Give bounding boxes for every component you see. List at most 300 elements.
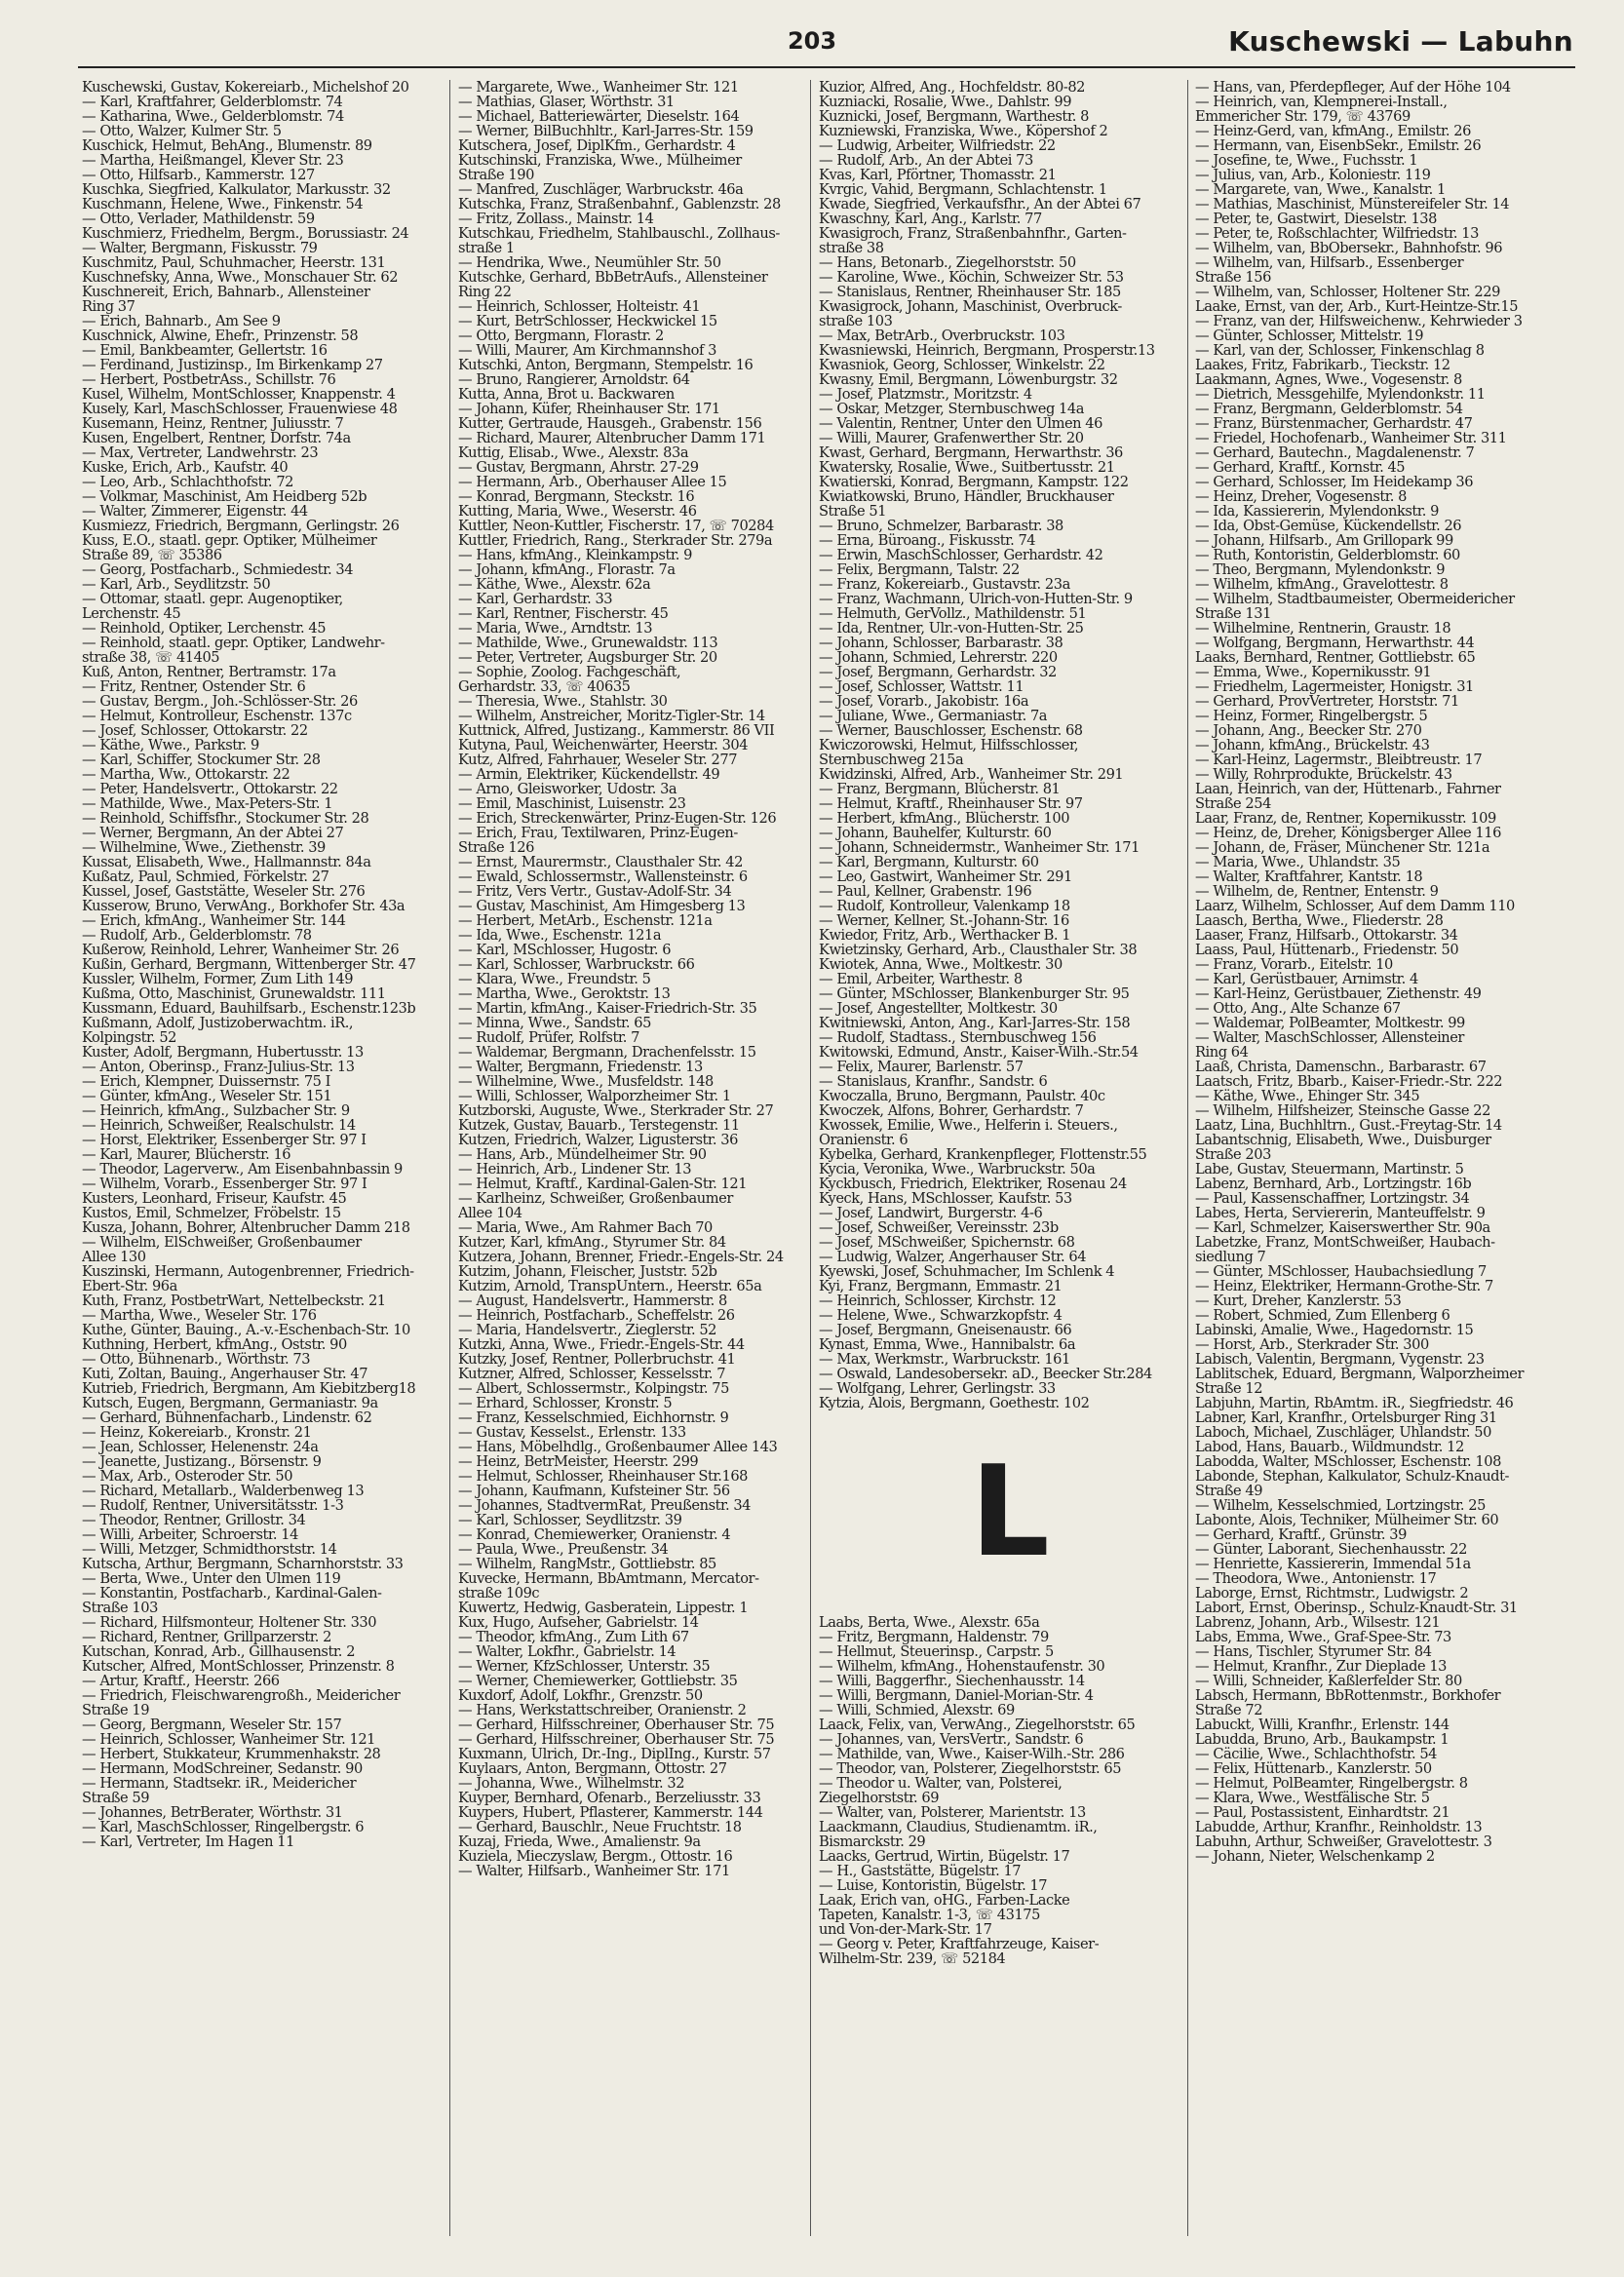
directory-entry: Kutzner, Alfred, Schlosser, Kesselsstr. 7 bbox=[458, 1367, 726, 1381]
directory-entry: Gerhardstr. 33, ☏ 40635 bbox=[458, 679, 631, 694]
directory-entry: — Friedrich, Fleischwarengroßh., Meidericher bbox=[82, 1688, 401, 1703]
directory-entry: Kuschnefsky, Anna, Wwe., Monschauer Str. 62 bbox=[82, 270, 399, 285]
directory-entry: Ring 22 bbox=[458, 285, 512, 299]
directory-entry: Kutter, Gertraude, Hausgeh., Grabenstr. 156 bbox=[458, 416, 762, 431]
directory-entry: Kuttig, Elisab., Wwe., Alexstr. 83a bbox=[458, 445, 689, 460]
directory-entry: — Karoline, Wwe., Köchin, Schweizer Str. 53 bbox=[819, 270, 1124, 285]
directory-entry: — Hans, kfmAng., Kleinkampstr. 9 bbox=[458, 548, 692, 562]
directory-entry: Kuxdorf, Adolf, Lokfhr., Grenzstr. 50 bbox=[458, 1688, 703, 1703]
directory-entry: Labuhn, Arthur, Schweißer, Gravelottestr. 3 bbox=[1195, 1834, 1492, 1849]
directory-entry: — Stanislaus, Rentner, Rheinhauser Str. 185 bbox=[819, 285, 1121, 299]
directory-entry: — Karl, Kraftfahrer, Gelderblomstr. 74 bbox=[82, 95, 343, 109]
directory-entry: — Konrad, Bergmann, Steckstr. 16 bbox=[458, 489, 695, 504]
directory-entry: — Wilhelm, van, BbObersekr., Bahnhofstr. 96 bbox=[1195, 241, 1503, 255]
directory-entry: Straße 203 bbox=[1195, 1147, 1271, 1162]
directory-entry: — Ferdinand, Justizinsp., Im Birkenkamp 27 bbox=[82, 358, 383, 372]
directory-entry: Kutzki, Anna, Wwe., Friedr.-Engels-Str. 44 bbox=[458, 1337, 745, 1352]
directory-entry: — Maria, Handelsvertr., Zieglerstr. 52 bbox=[458, 1323, 717, 1337]
running-head: Kuschewski — Labuhn bbox=[1228, 25, 1573, 58]
directory-entry: Kußatz, Paul, Schmied, Förkelstr. 27 bbox=[82, 869, 329, 884]
directory-entry: — Klara, Wwe., Westfälische Str. 5 bbox=[1195, 1791, 1430, 1805]
directory-entry: Kutschan, Konrad, Arb., Gillhausenstr. 2 bbox=[82, 1644, 356, 1659]
directory-entry: Kuvecke, Hermann, BbAmtmann, Mercator- bbox=[458, 1571, 759, 1586]
directory-entry: — Wilhelm, Kesselschmied, Lortzingstr. 25 bbox=[1195, 1498, 1486, 1513]
directory-entry: — Josef, Schweißer, Vereinsstr. 23b bbox=[819, 1220, 1059, 1235]
directory-entry: — Ernst, Maurermstr., Clausthaler Str. 42 bbox=[458, 855, 743, 869]
directory-entry: Labner, Karl, Kranfhr., Ortelsburger Ring 31 bbox=[1195, 1410, 1497, 1425]
directory-entry: — Johann, Kaufmann, Kufsteiner Str. 56 bbox=[458, 1484, 730, 1498]
directory-entry: — Willi, Bergmann, Daniel-Morian-Str. 4 bbox=[819, 1688, 1094, 1703]
directory-entry: — Michael, Batteriewärter, Dieselstr. 164 bbox=[458, 109, 740, 124]
directory-entry: Kwaschny, Karl, Ang., Karlstr. 77 bbox=[819, 212, 1042, 226]
directory-entry: Sternbuschweg 215a bbox=[819, 753, 964, 767]
directory-entry: — Horst, Arb., Sterkrader Str. 300 bbox=[1195, 1337, 1429, 1352]
directory-entry: — Stanislaus, Kranfhr., Sandstr. 6 bbox=[819, 1074, 1048, 1089]
directory-entry: — Karl, Arb., Seydlitzstr. 50 bbox=[82, 577, 271, 592]
directory-entry: — Heinz, Kokereiarb., Kronstr. 21 bbox=[82, 1425, 312, 1440]
directory-entry: Kuschewski, Gustav, Kokereiarb., Michelshof 20 bbox=[82, 80, 409, 95]
directory-entry: — Johannes, van, VersVertr., Sandstr. 6 bbox=[819, 1732, 1084, 1747]
directory-entry: Kutrieb, Friedrich, Bergmann, Am Kiebitzberg18 bbox=[82, 1381, 416, 1396]
directory-entry: Labrenz, Johann, Arb., Wilsestr. 121 bbox=[1195, 1615, 1441, 1630]
directory-entry: — Otto, Verlader, Mathildenstr. 59 bbox=[82, 212, 315, 226]
directory-entry: Kuss, E.O., staatl. gepr. Optiker, Mülheimer bbox=[82, 533, 377, 548]
directory-entry: — Volkmar, Maschinist, Am Heidberg 52b bbox=[82, 489, 367, 504]
directory-entry: — Walter, van, Polsterer, Marientstr. 13 bbox=[819, 1805, 1086, 1820]
directory-entry: Kuzniewski, Franziska, Wwe., Köpershof 2 bbox=[819, 124, 1108, 138]
directory-entry: — Gerhard, Kraftf., Kornstr. 45 bbox=[1195, 460, 1406, 475]
directory-entry: — Heinrich, Arb., Lindener Str. 13 bbox=[458, 1162, 692, 1177]
directory-entry: — Josef, MSchweißer, Spichernstr. 68 bbox=[819, 1235, 1075, 1250]
directory-entry: — Margarete, van, Wwe., Kanalstr. 1 bbox=[1195, 182, 1446, 197]
directory-entry: Kuster, Adolf, Bergmann, Hubertusstr. 13 bbox=[82, 1045, 364, 1060]
directory-entry: — Franz, Kesselschmied, Eichhornstr. 9 bbox=[458, 1410, 729, 1425]
directory-entry: Kwast, Gerhard, Bergmann, Herwarthstr. 36 bbox=[819, 445, 1123, 460]
directory-entry: — Heinz, BetrMeister, Heerstr. 299 bbox=[458, 1454, 699, 1469]
directory-entry: — Karl, van der, Schlosser, Finkenschlag 8 bbox=[1195, 343, 1485, 358]
directory-entry: Laatz, Lina, Buchhltrn., Gust.-Freytag-Str. 14 bbox=[1195, 1118, 1502, 1133]
directory-entry: — Paula, Wwe., Preußenstr. 34 bbox=[458, 1542, 669, 1557]
directory-entry: Straße 89, ☏ 35386 bbox=[82, 548, 222, 562]
directory-entry: — Georg, Postfacharb., Schmiedestr. 34 bbox=[82, 562, 354, 577]
directory-entry: — Willi, Schlosser, Walporzheimer Str. 1 bbox=[458, 1089, 731, 1103]
directory-entry: — Paul, Kassenschaffner, Lortzingstr. 34 bbox=[1195, 1191, 1470, 1206]
directory-entry: — Waldemar, Bergmann, Drachenfelsstr. 15 bbox=[458, 1045, 756, 1060]
directory-entry: — Margarete, Wwe., Wanheimer Str. 121 bbox=[458, 80, 739, 95]
directory-entry: — Helene, Wwe., Schwarzkopfstr. 4 bbox=[819, 1308, 1063, 1323]
directory-entry: — Karl-Heinz, Gerüstbauer, Ziethenstr. 49 bbox=[1195, 986, 1482, 1001]
directory-entry: Straße 49 bbox=[1195, 1484, 1263, 1498]
directory-entry: Kuth, Franz, PostbetrWart, Nettelbeckstr. 21 bbox=[82, 1293, 386, 1308]
directory-entry: — Karl, Gerüstbauer, Arnimstr. 4 bbox=[1195, 972, 1418, 986]
directory-entry: — Otto, Ang., Alte Schanze 67 bbox=[1195, 1001, 1401, 1016]
directory-entry: — Willi, Baggerfhr., Siechenhausstr. 14 bbox=[819, 1674, 1085, 1688]
directory-entry: — Klara, Wwe., Freundstr. 5 bbox=[458, 972, 651, 986]
directory-entry: — Rudolf, Rentner, Universitätsstr. 1-3 bbox=[82, 1498, 344, 1513]
directory-entry: Kvas, Karl, Pförtner, Thomasstr. 21 bbox=[819, 168, 1057, 182]
directory-entry: — Otto, Bühnenarb., Wörthstr. 73 bbox=[82, 1352, 311, 1367]
directory-entry: — Anton, Oberinsp., Franz-Julius-Str. 13 bbox=[82, 1060, 355, 1074]
directory-entry: — Fritz, Rentner, Ostender Str. 6 bbox=[82, 679, 306, 694]
directory-entry: — Heinrich, Schlosser, Kirchstr. 12 bbox=[819, 1293, 1057, 1308]
directory-entry: Kussel, Josef, Gaststätte, Weseler Str. 276 bbox=[82, 884, 366, 899]
directory-entry: — Fritz, Vers Vertr., Gustav-Adolf-Str. 34 bbox=[458, 884, 732, 899]
directory-entry: — Friedhelm, Lagermeister, Honigstr. 31 bbox=[1195, 679, 1474, 694]
directory-entry: Lerchenstr. 45 bbox=[82, 606, 181, 621]
directory-entry: — Johann, Schneidermstr., Wanheimer Str. 171 bbox=[819, 840, 1140, 855]
directory-entry: — Reinhold, staatl. gepr. Optiker, Landwehr- bbox=[82, 636, 385, 650]
directory-entry: Kutscher, Alfred, MontSchlosser, Prinzenstr. 8 bbox=[82, 1659, 395, 1674]
directory-entry: — Mathias, Maschinist, Münstereifeler Str. 14 bbox=[1195, 197, 1510, 212]
directory-entry: Kvrgic, Vahid, Bergmann, Schlachtenstr. 1 bbox=[819, 182, 1107, 197]
directory-entry: Labenz, Bernhard, Arb., Lortzingstr. 16b bbox=[1195, 1177, 1472, 1191]
directory-entry: — Helmut, Kraftf., Kardinal-Galen-Str. 121 bbox=[458, 1177, 748, 1191]
directory-entry: — Richard, Maurer, Altenbrucher Damm 171 bbox=[458, 431, 766, 445]
directory-entry: — Mathias, Glaser, Wörthstr. 31 bbox=[458, 95, 675, 109]
directory-entry: — Wilhelm, Stadtbaumeister, Obermeidericher bbox=[1195, 592, 1515, 606]
directory-entry: — Arno, Gleisworker, Udostr. 3a bbox=[458, 782, 677, 796]
directory-entry: — Emma, Wwe., Kopernikusstr. 91 bbox=[1195, 665, 1432, 679]
directory-entry: — Kurt, BetrSchlosser, Heckwickel 15 bbox=[458, 314, 717, 328]
directory-entry: — Maria, Wwe., Arndtstr. 13 bbox=[458, 621, 653, 636]
directory-entry: Kuzior, Alfred, Ang., Hochfeldstr. 80-82 bbox=[819, 80, 1086, 95]
directory-entry: — Gerhard, Bühnenfacharb., Lindenstr. 62 bbox=[82, 1410, 372, 1425]
directory-entry: Kwasniewski, Heinrich, Bergmann, Prosperstr.13 bbox=[819, 343, 1155, 358]
directory-entry: Laass, Paul, Hüttenarb., Friedenstr. 50 bbox=[1195, 943, 1459, 957]
directory-entry: straße 38, ☏ 41405 bbox=[82, 650, 220, 665]
directory-entry: — Wilhelm, RangMstr., Gottliebstr. 85 bbox=[458, 1557, 716, 1571]
directory-entry: — Willy, Rohrprodukte, Brückelstr. 43 bbox=[1195, 767, 1452, 782]
directory-entry: — Robert, Schmied, Zum Ellenberg 6 bbox=[1195, 1308, 1450, 1323]
directory-entry: — Herbert, Stukkateur, Krummenhakstr. 28 bbox=[82, 1747, 381, 1761]
directory-entry: Allee 130 bbox=[82, 1250, 146, 1264]
directory-entry: — Franz, Bergmann, Blücherstr. 81 bbox=[819, 782, 1061, 796]
directory-entry: Laarz, Wilhelm, Schlosser, Auf dem Damm 110 bbox=[1195, 899, 1515, 913]
directory-entry: — Herbert, kfmAng., Blücherstr. 100 bbox=[819, 811, 1070, 826]
directory-entry: — Wolfgang, Lehrer, Gerlingstr. 33 bbox=[819, 1381, 1056, 1396]
directory-entry: Labonte, Alois, Techniker, Mülheimer Str. 60 bbox=[1195, 1513, 1499, 1527]
directory-entry: Kycia, Veronika, Wwe., Warbruckstr. 50a bbox=[819, 1162, 1096, 1177]
directory-entry: Lablitschek, Eduard, Bergmann, Walporzheimer bbox=[1195, 1367, 1524, 1381]
directory-entry: — Sophie, Zoolog. Fachgeschäft, bbox=[458, 665, 681, 679]
directory-entry: — Friedel, Hochofenarb., Wanheimer Str. 311 bbox=[1195, 431, 1507, 445]
directory-entry: — Heinz, Elektriker, Hermann-Grothe-Str. 7 bbox=[1195, 1279, 1493, 1293]
directory-entry: — Otto, Bergmann, Florastr. 2 bbox=[458, 328, 664, 343]
directory-entry: Kußerow, Reinhold, Lehrer, Wanheimer Str. 26 bbox=[82, 943, 400, 957]
directory-entry: — Willi, Schneider, Kaßlerfelder Str. 80 bbox=[1195, 1674, 1462, 1688]
directory-entry: — Armin, Elektriker, Kückendellstr. 49 bbox=[458, 767, 720, 782]
directory-entry: Kuypers, Hubert, Pflasterer, Kammerstr. 144 bbox=[458, 1805, 763, 1820]
directory-entry: — Kurt, Dreher, Kanzlerstr. 53 bbox=[1195, 1293, 1402, 1308]
directory-entry: — Ida, Wwe., Eschenstr. 121a bbox=[458, 928, 662, 943]
directory-entry: Kutschke, Gerhard, BbBetrAufs., Allensteiner bbox=[458, 270, 768, 285]
directory-entry: — Rudolf, Prüfer, Rolfstr. 7 bbox=[458, 1030, 639, 1045]
directory-entry: — Hermann, Arb., Oberhauser Allee 15 bbox=[458, 475, 727, 489]
directory-entry: — Franz, Bergmann, Gelderblomstr. 54 bbox=[1195, 402, 1463, 416]
directory-entry: Ring 64 bbox=[1195, 1045, 1249, 1060]
directory-entry: — Walter, Bergmann, Friedenstr. 13 bbox=[458, 1060, 703, 1074]
directory-entry: — Wilhelm, kfmAng., Gravelottestr. 8 bbox=[1195, 577, 1449, 592]
directory-entry: Kuszinski, Hermann, Autogenbrenner, Friedrich- bbox=[82, 1264, 414, 1279]
directory-entry: Labsch, Hermann, BbRottenmstr., Borkhofer bbox=[1195, 1688, 1501, 1703]
directory-entry: — Fritz, Zollass., Mainstr. 14 bbox=[458, 212, 654, 226]
directory-entry: Laaß, Christa, Damenschn., Barbarastr. 67 bbox=[1195, 1060, 1487, 1074]
header-rule bbox=[78, 66, 1575, 68]
directory-entry: Kuske, Erich, Arb., Kaufstr. 40 bbox=[82, 460, 289, 475]
directory-entry: Kusen, Engelbert, Rentner, Dorfstr. 74a bbox=[82, 431, 351, 445]
directory-entry: — Felix, Maurer, Barlenstr. 57 bbox=[819, 1060, 1024, 1074]
directory-entry: Kuschmann, Helene, Wwe., Finkenstr. 54 bbox=[82, 197, 364, 212]
directory-entry: Straße 254 bbox=[1195, 796, 1271, 811]
directory-entry: Kwietzinsky, Gerhard, Arb., Clausthaler Str. 38 bbox=[819, 943, 1138, 957]
directory-entry: Straße 72 bbox=[1195, 1703, 1263, 1717]
directory-entry: Laak, Erich van, oHG., Farben-Lacke bbox=[819, 1893, 1070, 1908]
directory-entry: Labes, Herta, Serviererin, Manteuffelstr. 9 bbox=[1195, 1206, 1486, 1220]
directory-entry: — Willi, Metzger, Schmidthorststr. 14 bbox=[82, 1542, 337, 1557]
directory-entry: — Josef, Landwirt, Burgerstr. 4-6 bbox=[819, 1206, 1043, 1220]
directory-entry: — Wilhelmine, Wwe., Musfeldstr. 148 bbox=[458, 1074, 714, 1089]
directory-entry: — Werner, Bergmann, An der Abtei 27 bbox=[82, 826, 344, 840]
directory-entry: — Gerhard, Schlosser, Im Heidekamp 36 bbox=[1195, 475, 1474, 489]
directory-entry: straße 103 bbox=[819, 314, 893, 328]
column-3 bbox=[819, 80, 1201, 2234]
directory-entry: — Karl, Bergmann, Kulturstr. 60 bbox=[819, 855, 1039, 869]
directory-entry: — Heinz, Dreher, Vogesenstr. 8 bbox=[1195, 489, 1407, 504]
directory-entry: Kwasniok, Georg, Schlosser, Winkelstr. 22 bbox=[819, 358, 1105, 372]
directory-entry: Kwiczorowski, Helmut, Hilfsschlosser, bbox=[819, 738, 1079, 753]
directory-entry: — Max, Arb., Osteroder Str. 50 bbox=[82, 1469, 293, 1484]
directory-entry: — Josef, Angestellter, Moltkestr. 30 bbox=[819, 1001, 1058, 1016]
directory-entry: — Minna, Wwe., Sandstr. 65 bbox=[458, 1016, 651, 1030]
directory-entry: Labisch, Valentin, Bergmann, Vygenstr. 23 bbox=[1195, 1352, 1485, 1367]
directory-entry: Kwasigrock, Johann, Maschinist, Overbruck- bbox=[819, 299, 1122, 314]
directory-entry: Kußma, Otto, Maschinist, Grunewaldstr. 111 bbox=[82, 986, 386, 1001]
directory-entry: Tapeten, Kanalstr. 1-3, ☏ 43175 bbox=[819, 1908, 1040, 1922]
directory-entry: — Ida, Obst-Gemüse, Kückendellstr. 26 bbox=[1195, 519, 1462, 533]
directory-entry: — Johann, Bauhelfer, Kulturstr. 60 bbox=[819, 826, 1052, 840]
directory-entry: — Erich, Frau, Textilwaren, Prinz-Eugen- bbox=[458, 826, 738, 840]
directory-entry: — Konrad, Chemiewerker, Oranienstr. 4 bbox=[458, 1527, 731, 1542]
directory-entry: — Hellmut, Steuerinsp., Carpstr. 5 bbox=[819, 1644, 1054, 1659]
directory-entry: Kwiatkowski, Bruno, Händler, Bruckhauser bbox=[819, 489, 1114, 504]
directory-entry: — Luise, Kontoristin, Bügelstr. 17 bbox=[819, 1878, 1048, 1893]
directory-entry: — Hans, Arb., Mündelheimer Str. 90 bbox=[458, 1147, 707, 1162]
directory-entry: Labe, Gustav, Steuermann, Martinstr. 5 bbox=[1195, 1162, 1464, 1177]
directory-entry: und Von-der-Mark-Str. 17 bbox=[819, 1922, 992, 1937]
directory-entry: Kuß, Anton, Rentner, Bertramstr. 17a bbox=[82, 665, 336, 679]
directory-entry: — Ludwig, Walzer, Angerhauser Str. 64 bbox=[819, 1250, 1087, 1264]
directory-entry: — Reinhold, Schiffsfhr., Stockumer Str. 28 bbox=[82, 811, 369, 826]
directory-entry: Kwiotek, Anna, Wwe., Moltkestr. 30 bbox=[819, 957, 1063, 972]
directory-entry: Kwoczalla, Bruno, Bergmann, Paulstr. 40c bbox=[819, 1089, 1105, 1103]
directory-entry: — Emil, Maschinist, Luisenstr. 23 bbox=[458, 796, 686, 811]
directory-entry: Labantschnig, Elisabeth, Wwe., Duisburger bbox=[1195, 1133, 1491, 1147]
directory-entry: Kutzek, Gustav, Bauarb., Terstegenstr. 11 bbox=[458, 1118, 740, 1133]
directory-entry: — Erna, Büroang., Fiskusstr. 74 bbox=[819, 533, 1036, 548]
directory-entry: Labetzke, Franz, MontSchweißer, Haubach- bbox=[1195, 1235, 1495, 1250]
directory-entry: — Karl, Vertreter, Im Hagen 11 bbox=[82, 1834, 294, 1849]
directory-entry: — Erich, Bahnarb., Am See 9 bbox=[82, 314, 281, 328]
directory-entry: — Ewald, Schlossermstr., Wallensteinstr. 6 bbox=[458, 869, 748, 884]
directory-entry: Kutscha, Arthur, Bergmann, Scharnhorststr. 33 bbox=[82, 1557, 404, 1571]
directory-entry: Kutzim, Johann, Fleischer, Juststr. 52b bbox=[458, 1264, 717, 1279]
directory-entry: Kußin, Gerhard, Bergmann, Wittenberger Str. 47 bbox=[82, 957, 416, 972]
directory-entry: Kuzaj, Frieda, Wwe., Amalienstr. 9a bbox=[458, 1834, 701, 1849]
directory-entry: — Wilhelmine, Rentnerin, Graustr. 18 bbox=[1195, 621, 1451, 636]
directory-entry: — Helmut, Schlosser, Rheinhauser Str.168 bbox=[458, 1469, 748, 1484]
directory-entry: Ebert-Str. 96a bbox=[82, 1279, 177, 1293]
directory-entry: — Willi, Maurer, Grafenwerther Str. 20 bbox=[819, 431, 1084, 445]
directory-entry: Laakes, Fritz, Fabrikarb., Tieckstr. 12 bbox=[1195, 358, 1450, 372]
directory-entry: — Ruth, Kontoristin, Gelderblomstr. 60 bbox=[1195, 548, 1460, 562]
directory-entry: Kuttnick, Alfred, Justizang., Kammerstr. 86 VII bbox=[458, 723, 775, 738]
directory-entry: Kusel, Wilhelm, MontSchlosser, Knappenstr. 4 bbox=[82, 387, 396, 402]
directory-entry: — Gerhard, Hilfsschreiner, Oberhauser Str. 75 bbox=[458, 1732, 775, 1747]
directory-entry: — Willi, Arbeiter, Schroerstr. 14 bbox=[82, 1527, 298, 1542]
column-3-entries-after bbox=[819, 1615, 1201, 1966]
directory-entry: — Theodor, Lagerverw., Am Eisenbahnbassin 9 bbox=[82, 1162, 403, 1177]
directory-entry: Kutyna, Paul, Weichenwärter, Heerstr. 304 bbox=[458, 738, 749, 753]
directory-entry: Kwiedor, Fritz, Arb., Werthacker B. 1 bbox=[819, 928, 1071, 943]
directory-entry: Laabs, Berta, Wwe., Alexstr. 65a bbox=[819, 1615, 1040, 1630]
directory-entry: — Wilhelm, Anstreicher, Moritz-Tigler-Str. 14 bbox=[458, 709, 765, 723]
directory-entry: — Felix, Hüttenarb., Kanzlerstr. 50 bbox=[1195, 1761, 1432, 1776]
directory-entry: — Hermann, van, EisenbSekr., Emilstr. 26 bbox=[1195, 138, 1482, 153]
directory-entry: Kwatierski, Konrad, Bergmann, Kampstr. 122 bbox=[819, 475, 1129, 489]
directory-entry: — Käthe, Wwe., Alexstr. 62a bbox=[458, 577, 651, 592]
directory-entry: Labudde, Arthur, Kranfhr., Reinholdstr. 13 bbox=[1195, 1820, 1483, 1834]
directory-entry: Kwasigroch, Franz, Straßenbahnfhr., Garten- bbox=[819, 226, 1127, 241]
directory-entry: — Ida, Kassiererin, Mylendonkstr. 9 bbox=[1195, 504, 1439, 519]
directory-entry: Laaser, Franz, Hilfsarb., Ottokarstr. 34 bbox=[1195, 928, 1458, 943]
directory-entry: Kutzky, Josef, Rentner, Pollerbruchstr. 41 bbox=[458, 1352, 736, 1367]
directory-entry: — Theodora, Wwe., Antonienstr. 17 bbox=[1195, 1571, 1437, 1586]
directory-entry: Laasch, Bertha, Wwe., Fliederstr. 28 bbox=[1195, 913, 1444, 928]
directory-entry: Straße 131 bbox=[1195, 606, 1271, 621]
directory-entry: — Theodor, Rentner, Grillostr. 34 bbox=[82, 1513, 306, 1527]
directory-entry: Kußmann, Adolf, Justizoberwachtm. iR., bbox=[82, 1016, 354, 1030]
directory-entry: — Werner, BilBuchhltr., Karl-Jarres-Str. 159 bbox=[458, 124, 754, 138]
directory-entry: Kyi, Franz, Bergmann, Emmastr. 21 bbox=[819, 1279, 1063, 1293]
directory-entry: Kuschmierz, Friedhelm, Bergm., Borussiastr. 24 bbox=[82, 226, 409, 241]
directory-entry: — Katharina, Wwe., Gelderblomstr. 74 bbox=[82, 109, 344, 124]
directory-entry: Laack, Felix, van, VerwAng., Ziegelhorststr. 65 bbox=[819, 1717, 1136, 1732]
directory-entry: straße 38 bbox=[819, 241, 884, 255]
directory-entry: Bismarckstr. 29 bbox=[819, 1834, 926, 1849]
directory-entry: — Wilhelmine, Wwe., Ziethenstr. 39 bbox=[82, 840, 326, 855]
directory-entry: — Peter, Vertreter, Augsburger Str. 20 bbox=[458, 650, 717, 665]
directory-entry: — Theo, Bergmann, Mylendonkstr. 9 bbox=[1195, 562, 1446, 577]
directory-entry: Kusserow, Bruno, VerwAng., Borkhofer Str. 43a bbox=[82, 899, 406, 913]
directory-entry: — Johann, kfmAng., Florastr. 7a bbox=[458, 562, 676, 577]
directory-entry: — Günter, MSchlosser, Blankenburger Str. 95 bbox=[819, 986, 1130, 1001]
directory-entry: — Heinrich, Schweißer, Realschulstr. 14 bbox=[82, 1118, 356, 1133]
section-letter: L bbox=[970, 1440, 1050, 1585]
directory-entry: — Karl, Schiffer, Stockumer Str. 28 bbox=[82, 753, 321, 767]
directory-entry: Laboch, Michael, Zuschläger, Uhlandstr. 50 bbox=[1195, 1425, 1491, 1440]
directory-entry: — Helmut, PolBeamter, Ringelbergstr. 8 bbox=[1195, 1776, 1468, 1791]
directory-entry: — Emil, Bankbeamter, Gellertstr. 16 bbox=[82, 343, 328, 358]
directory-entry: Straße 156 bbox=[1195, 270, 1271, 285]
directory-entry: Straße 12 bbox=[1195, 1381, 1263, 1396]
directory-entry: — Ottomar, staatl. gepr. Augenoptiker, bbox=[82, 592, 343, 606]
directory-entry: Kolpingstr. 52 bbox=[82, 1030, 176, 1045]
directory-entry: — H., Gaststätte, Bügelstr. 17 bbox=[819, 1864, 1022, 1878]
directory-entry: — Bruno, Schmelzer, Barbarastr. 38 bbox=[819, 519, 1063, 533]
directory-entry: Kwoczek, Alfons, Bohrer, Gerhardstr. 7 bbox=[819, 1103, 1084, 1118]
directory-entry: Kwatersky, Rosalie, Wwe., Suitbertusstr. 21 bbox=[819, 460, 1115, 475]
directory-entry: Labuckt, Willi, Kranfhr., Erlenstr. 144 bbox=[1195, 1717, 1450, 1732]
directory-entry: — Max, Werkmstr., Warbruckstr. 161 bbox=[819, 1352, 1070, 1367]
directory-entry: Kwitniewski, Anton, Ang., Karl-Jarres-Str. 158 bbox=[819, 1016, 1131, 1030]
directory-entry: — Martha, Heißmangel, Klever Str. 23 bbox=[82, 153, 344, 168]
directory-entry: Laakmann, Agnes, Wwe., Vogesenstr. 8 bbox=[1195, 372, 1462, 387]
directory-entry: — Johann, Hilfsarb., Am Grillopark 99 bbox=[1195, 533, 1453, 548]
directory-entry: — Wilhelm, de, Rentner, Entenstr. 9 bbox=[1195, 884, 1439, 899]
directory-entry: — Johannes, StadtvermRat, Preußenstr. 34 bbox=[458, 1498, 751, 1513]
directory-entry: — Rudolf, Arb., An der Abtei 73 bbox=[819, 153, 1033, 168]
directory-entry: — Walter, MaschSchlosser, Allensteiner bbox=[1195, 1030, 1464, 1045]
directory-entry: — Hans, Betonarb., Ziegelhorststr. 50 bbox=[819, 255, 1076, 270]
directory-entry: Laake, Ernst, van der, Arb., Kurt-Heintze-Str.15 bbox=[1195, 299, 1519, 314]
directory-entry: — Gerhard, Kraftf., Grünstr. 39 bbox=[1195, 1527, 1407, 1542]
directory-entry: Labodda, Walter, MSchlosser, Eschenstr. 108 bbox=[1195, 1454, 1501, 1469]
directory-entry: — Walter, Zimmerer, Eigenstr. 44 bbox=[82, 504, 308, 519]
directory-entry: — Jeanette, Justizang., Börsenstr. 9 bbox=[82, 1454, 322, 1469]
directory-entry: — Oswald, Landesobersekr. aD., Beecker Str.284 bbox=[819, 1367, 1152, 1381]
directory-entry: — Maria, Wwe., Uhlandstr. 35 bbox=[1195, 855, 1401, 869]
directory-entry: Kuthning, Herbert, kfmAng., Oststr. 90 bbox=[82, 1337, 347, 1352]
directory-entry: — Richard, Metallarb., Walderbenweg 13 bbox=[82, 1484, 365, 1498]
directory-entry: — Martin, kfmAng., Kaiser-Friedrich-Str. 35 bbox=[458, 1001, 757, 1016]
directory-entry: Straße 51 bbox=[819, 504, 887, 519]
directory-entry: siedlung 7 bbox=[1195, 1250, 1266, 1264]
directory-entry: — Gerhard, Hilfsschreiner, Oberhauser Str. 75 bbox=[458, 1717, 775, 1732]
directory-entry: — Josefine, te, Wwe., Fuchsstr. 1 bbox=[1195, 153, 1418, 168]
directory-entry: — Johann, Schlosser, Barbarastr. 38 bbox=[819, 636, 1063, 650]
directory-entry: — Horst, Elektriker, Essenberger Str. 97 I bbox=[82, 1133, 367, 1147]
directory-entry: Kwade, Siegfried, Verkaufsfhr., An der Abtei 67 bbox=[819, 197, 1141, 212]
directory-entry: — Theresia, Wwe., Stahlstr. 30 bbox=[458, 694, 668, 709]
directory-entry: — Bruno, Rangierer, Arnoldstr. 64 bbox=[458, 372, 690, 387]
directory-entry: Kutzborski, Auguste, Wwe., Sterkrader Str. 27 bbox=[458, 1103, 774, 1118]
directory-entry: Kuschnick, Alwine, Ehefr., Prinzenstr. 58 bbox=[82, 328, 359, 343]
directory-entry: — Henriette, Kassiererin, Immendal 51a bbox=[1195, 1557, 1471, 1571]
directory-entry: Kutschera, Josef, DiplKfm., Gerhardstr. 4 bbox=[458, 138, 736, 153]
directory-entry: — Franz, Kokereiarb., Gustavstr. 23a bbox=[819, 577, 1070, 592]
directory-entry: — Günter, kfmAng., Weseler Str. 151 bbox=[82, 1089, 332, 1103]
directory-entry: Laaks, Bernhard, Rentner, Gottliebstr. 65 bbox=[1195, 650, 1476, 665]
directory-entry: — Rudolf, Stadtass., Sternbuschweg 156 bbox=[819, 1030, 1097, 1045]
directory-entry: — Werner, Kellner, St.-Johann-Str. 16 bbox=[819, 913, 1069, 928]
directory-entry: — Karl, MSchlosser, Hugostr. 6 bbox=[458, 943, 672, 957]
directory-entry: — Karl, Maurer, Blücherstr. 16 bbox=[82, 1147, 291, 1162]
directory-entry: — Willi, Schmied, Alexstr. 69 bbox=[819, 1703, 1015, 1717]
directory-entry: — Fritz, Bergmann, Haldenstr. 79 bbox=[819, 1630, 1049, 1644]
directory-entry: Kutschinski, Franziska, Wwe., Mülheimer bbox=[458, 153, 742, 168]
directory-entry: Kuyper, Bernhard, Ofenarb., Berzeliusstr. 33 bbox=[458, 1791, 761, 1805]
directory-entry: Kwossek, Emilie, Wwe., Helferin i. Steuers., bbox=[819, 1118, 1118, 1133]
directory-entry: Kuschick, Helmut, BehAng., Blumenstr. 89 bbox=[82, 138, 372, 153]
directory-entry: — Paul, Kellner, Grabenstr. 196 bbox=[819, 884, 1032, 899]
directory-entry: — Mathilde, Wwe., Grunewaldstr. 113 bbox=[458, 636, 718, 650]
directory-entry: — Leo, Arb., Schlachthofstr. 72 bbox=[82, 475, 293, 489]
directory-entry: Laackmann, Claudius, Studienamtm. iR., bbox=[819, 1820, 1098, 1834]
directory-entry: — Johann, kfmAng., Brückelstr. 43 bbox=[1195, 738, 1430, 753]
directory-entry: — Albert, Schlossermstr., Kolpingstr. 75 bbox=[458, 1381, 729, 1396]
directory-entry: Kuschka, Siegfried, Kalkulator, Markusstr. 32 bbox=[82, 182, 391, 197]
directory-entry: — Wolfgang, Bergmann, Herwarthstr. 44 bbox=[1195, 636, 1475, 650]
